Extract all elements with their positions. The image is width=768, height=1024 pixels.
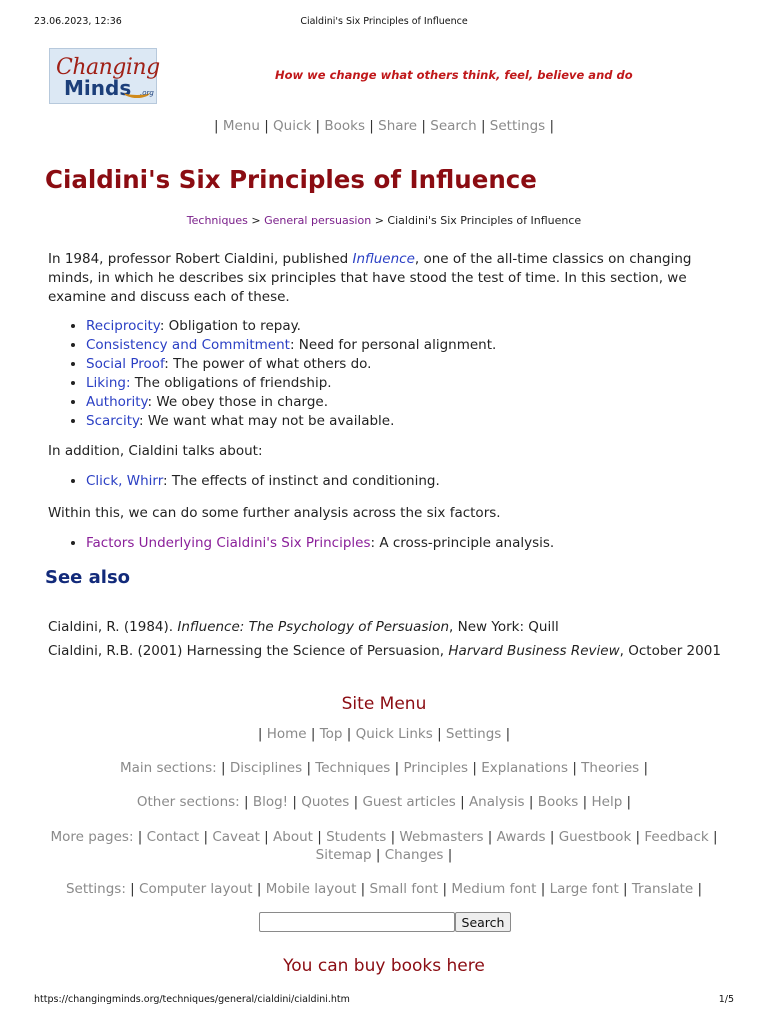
disciplines-link[interactable]: Disciplines	[229, 760, 303, 776]
reference-item	[48, 618, 728, 637]
contact-link[interactable]: Contact	[146, 829, 200, 845]
feedback-link[interactable]: Feedback	[644, 829, 709, 845]
reference-text: Cialdini, R.B. (2001) Harnessing the Science of Persuasion,	[48, 643, 449, 659]
breadcrumb-techniques[interactable]: Techniques	[186, 214, 248, 227]
influence-book-link[interactable]: Influence	[352, 251, 415, 267]
other-sections-menu: Other sections: | Blog! | Quotes | Guest articles | Analysis | Books | Help |	[136, 794, 632, 810]
list-item	[86, 374, 728, 393]
reference-item	[48, 642, 728, 661]
site-tagline: How we change what others think, feel, believe and do	[275, 68, 633, 82]
reference-text: Cialdini, R. (1984).	[48, 619, 178, 635]
intro-text-before: In 1984, professor Robert Cialdini, published	[48, 251, 353, 267]
about-link[interactable]: About	[273, 829, 313, 845]
explanations-link[interactable]: Explanations	[481, 760, 569, 776]
nav-quick-link[interactable]: Quick	[273, 118, 312, 134]
print-title: Cialdini's Six Principles of Influence	[300, 16, 468, 27]
principles-list	[48, 317, 728, 431]
awards-link[interactable]: Awards	[496, 829, 546, 845]
students-link[interactable]: Students	[326, 829, 387, 845]
authority-link[interactable]: Authority	[86, 394, 148, 410]
within-paragraph: Within this, we can do some further analysis across the six factors.	[48, 505, 501, 521]
settings-menu: Settings: | Computer layout | Mobile layout | Small font | Medium font | Large font | Translate |	[65, 881, 703, 897]
help-link[interactable]: Help	[591, 794, 623, 810]
logo-word-changing: Changing	[56, 55, 160, 80]
books-link[interactable]: Books	[537, 794, 579, 810]
sitemap-link[interactable]: Sitemap	[315, 847, 372, 863]
search-input[interactable]	[259, 912, 455, 932]
page-title: Cialdini's Six Principles of Influence	[45, 165, 537, 194]
translate-link[interactable]: Translate	[631, 881, 694, 897]
reference-text: , October 2001	[619, 643, 721, 659]
buy-books-link[interactable]: You can buy books here	[283, 956, 485, 976]
references	[48, 618, 728, 666]
additional-list	[48, 472, 728, 491]
theories-link[interactable]: Theories	[581, 760, 640, 776]
reference-title: Harvard Business Review	[448, 643, 620, 659]
addition-paragraph: In addition, Cialdini talks about:	[48, 443, 263, 459]
analysis-link[interactable]: Analysis	[468, 794, 525, 810]
list-item-text: : A cross-principle analysis.	[370, 535, 555, 551]
settings-label: Settings:	[65, 881, 126, 897]
list-item	[86, 393, 728, 412]
changes-link[interactable]: Changes	[384, 847, 444, 863]
logo-suffix: .org	[140, 89, 154, 97]
reference-title: Influence: The Psychology of Persuasion	[177, 619, 450, 635]
scarcity-link[interactable]: Scarcity	[86, 413, 139, 429]
caveat-link[interactable]: Caveat	[212, 829, 260, 845]
main-sections-label: Main sections:	[119, 760, 217, 776]
list-item	[86, 355, 728, 374]
list-item-text: : We obey those in charge.	[147, 394, 328, 410]
nav-search-link[interactable]: Search	[430, 118, 477, 134]
click-whirr-link[interactable]: Click, Whirr	[86, 473, 164, 489]
main-sections-menu: Main sections: | Disciplines | Techniques | Principles | Explanations | Theories |	[119, 760, 649, 776]
large-font-link[interactable]: Large font	[549, 881, 619, 897]
print-url: https://changingminds.org/techniques/general/cialdini/cialdini.htm	[34, 994, 350, 1005]
breadcrumb-general-persuasion[interactable]: General persuasion	[264, 214, 372, 227]
list-item	[86, 336, 728, 355]
other-sections-label: Other sections:	[136, 794, 240, 810]
techniques-link[interactable]: Techniques	[315, 760, 391, 776]
list-item-text: : The effects of instinct and conditioning.	[163, 473, 440, 489]
breadcrumb	[0, 214, 768, 227]
site-logo[interactable]	[49, 48, 160, 104]
list-item	[86, 472, 728, 491]
quick-links-link[interactable]: Quick Links	[355, 726, 433, 742]
consistency-link[interactable]: Consistency and Commitment	[86, 337, 290, 353]
nav-menu-link[interactable]: Menu	[222, 118, 260, 134]
home-link[interactable]: Home	[266, 726, 307, 742]
print-page-number: 1/5	[718, 994, 734, 1005]
breadcrumb-separator: >	[251, 214, 261, 227]
list-item	[86, 412, 728, 431]
print-header	[0, 16, 768, 30]
liking-link[interactable]: Liking:	[86, 375, 131, 391]
webmasters-link[interactable]: Webmasters	[399, 829, 484, 845]
guest-articles-link[interactable]: Guest articles	[362, 794, 456, 810]
nav-settings-link[interactable]: Settings	[489, 118, 546, 134]
top-nav: | Menu | Quick | Books | Share | Search | Settings |	[213, 118, 555, 134]
social-proof-link[interactable]: Social Proof	[86, 356, 165, 372]
breadcrumb-separator: >	[374, 214, 384, 227]
intro-paragraph	[48, 250, 728, 307]
print-date: 23.06.2023, 12:36	[34, 16, 122, 27]
intro-text-after: , one of the all-time classics on changing minds, in which he describes six principles that have stood the test of time. In this section, we examine and discuss each of these.	[48, 251, 692, 305]
list-item-text: : The power of what others do.	[164, 356, 372, 372]
list-item	[86, 534, 728, 553]
small-font-link[interactable]: Small font	[369, 881, 439, 897]
mobile-layout-link[interactable]: Mobile layout	[265, 881, 357, 897]
top-link[interactable]: Top	[319, 726, 343, 742]
more-pages-label: More pages:	[50, 829, 134, 845]
computer-layout-link[interactable]: Computer layout	[139, 881, 253, 897]
guestbook-link[interactable]: Guestbook	[558, 829, 632, 845]
list-item-text: : We want what may not be available.	[139, 413, 395, 429]
site-menu-main-links: | Home | Top | Quick Links | Settings |	[257, 726, 511, 742]
nav-books-link[interactable]: Books	[324, 118, 366, 134]
more-pages-menu: More pages: | Contact | Caveat | About | Students | Webmasters | Awards | Guestbook | Feedback | Sitemap | Changes |	[50, 829, 718, 863]
reference-text: , New York: Quill	[449, 619, 559, 635]
list-item	[86, 317, 728, 336]
logo-word-minds: Minds	[64, 76, 132, 100]
principles-link[interactable]: Principles	[403, 760, 469, 776]
list-item-text: : Need for personal alignment.	[289, 337, 497, 353]
settings-link[interactable]: Settings	[445, 726, 502, 742]
nav-share-link[interactable]: Share	[378, 118, 418, 134]
medium-font-link[interactable]: Medium font	[451, 881, 537, 897]
list-item-text: The obligations of friendship.	[130, 375, 332, 391]
see-also-heading: See also	[45, 567, 131, 588]
site-search	[259, 912, 512, 934]
further-list	[48, 534, 728, 553]
article-body	[48, 250, 728, 553]
blog-link[interactable]: Blog!	[252, 794, 289, 810]
search-button[interactable]: Search	[455, 912, 511, 932]
list-item-text: : Obligation to repay.	[159, 318, 301, 334]
site-menu-title: Site Menu	[341, 694, 427, 714]
quotes-link[interactable]: Quotes	[301, 794, 350, 810]
breadcrumb-current: Cialdini's Six Principles of Influence	[387, 214, 582, 227]
reciprocity-link[interactable]: Reciprocity	[86, 318, 160, 334]
factors-underlying-link[interactable]: Factors Underlying Cialdini's Six Principles	[86, 535, 371, 551]
